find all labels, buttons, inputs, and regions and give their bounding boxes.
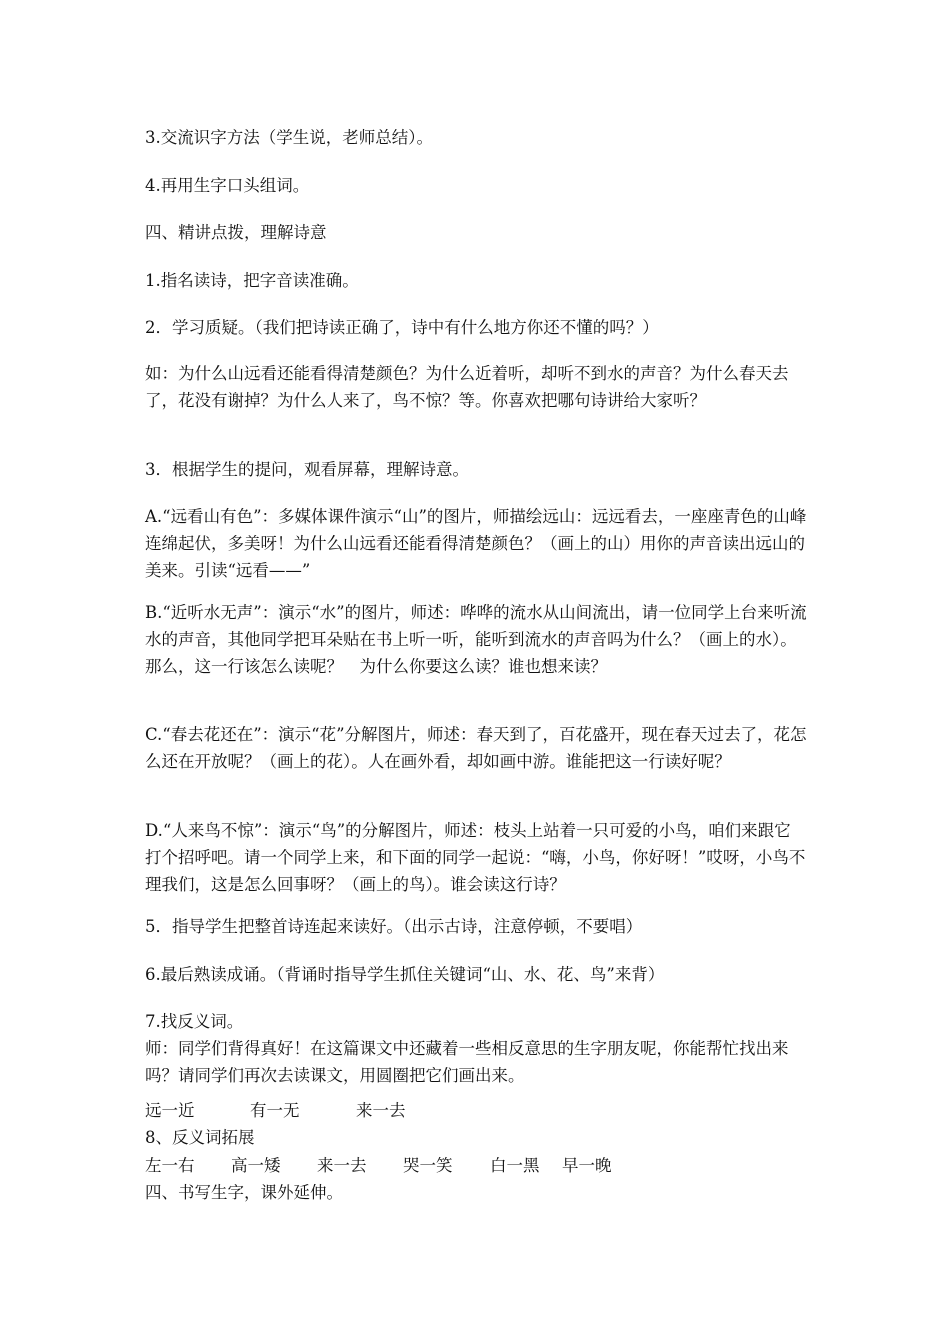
step-4-word-groups: 4.再用生字口头组词。 [145, 176, 310, 195]
antonym-pair: 来一去 [356, 1101, 406, 1120]
antonym-pair: 白一黑 [490, 1156, 540, 1175]
read-step-1: 1.指名读诗，把字音读准确。 [145, 271, 359, 290]
paragraph-d-bird: D.“人来鸟不惊”：演示“鸟”的分解图片，师述：枝头上站着一只可爱的小鸟，咱们来跟它打个招呼吧。请一个同学上来，和下面的同学一起说：“嗨，小鸟，你好呀！”哎呀，小鸟不理我们，这是怎么回事呀？（画上的鸟）。谁会读这行诗？ [145, 821, 806, 894]
paragraph-a-mountain: A.“远看山有色”：多媒体课件演示“山”的图片，师描绘远山：远远看去，一座座青色的山峰连绵起伏，多美呀！为什么山远看还能看得清楚颜色？（画上的山）用你的声音读出远山的美来。引读“远看——” [145, 507, 807, 580]
step-3-exchange-methods: 3.交流识字方法（学生说，老师总结）。 [145, 128, 433, 147]
antonym-pair: 左一右 [145, 1156, 195, 1175]
section-heading-writing: 四、书写生字，课外延伸。 [145, 1183, 343, 1202]
read-step-7: 7.找反义词。 [145, 1012, 244, 1031]
section-heading-4: 四、精讲点拨，理解诗意 [145, 223, 327, 242]
antonym-extension-list [145, 1152, 612, 1179]
read-step-2: 2．学习质疑。（我们把诗读正确了，诗中有什么地方你还不懂的吗？） [145, 318, 659, 337]
paragraph-c-flower: C.“春去花还在”：演示“花”分解图片，师述：春天到了，百花盛开，现在春天过去了，花怎么还在开放呢？（画上的花）。人在画外看，却如画中游。谁能把这一行读好呢？ [145, 725, 807, 771]
antonym-pair: 高一矮 [231, 1156, 281, 1175]
antonym-pair: 来一去 [317, 1156, 367, 1175]
teacher-instruction: 师：同学们背得真好！在这篇课文中还藏着一些相反意思的生字朋友呢，你能帮忙找出来吗？请同学们再次去读课文，用圆圈把它们画出来。 [145, 1039, 789, 1085]
read-step-3: 3．根据学生的提问，观看屏幕，理解诗意。 [145, 460, 469, 479]
example-questions: 如：为什么山远看还能看得清楚颜色？为什么近着听，却听不到水的声音？为什么春天去了，花没有谢掉？为什么人来了，鸟不惊？等。你喜欢把哪句诗讲给大家听？ [145, 364, 789, 410]
antonym-pair: 远一近 [145, 1101, 195, 1120]
antonym-pairs-text [145, 1097, 406, 1124]
read-step-5: 5．指导学生把整首诗连起来读好。（出示古诗，注意停顿，不要唱） [145, 917, 643, 936]
antonym-extension-heading: 8、反义词拓展 [145, 1128, 255, 1147]
antonym-pair: 有一无 [250, 1101, 300, 1120]
antonym-pair: 哭一笑 [403, 1156, 453, 1175]
paragraph-b-water: B.“近听水无声”：演示“水”的图片，师述：哗哗的流水从山间流出，请一位同学上台来听流水的声音，其他同学把耳朵贴在书上听一听，能听到流水的声音吗为什么？（画上的水）。那么，这一行该怎么读呢？ 为什么你要这么读？谁也想来读？ [145, 603, 807, 676]
antonym-pair: 早一晚 [562, 1156, 612, 1175]
read-step-6: 6.最后熟读成诵。（背诵时指导学生抓住关键词“山、水、花、鸟”来背） [145, 965, 665, 984]
